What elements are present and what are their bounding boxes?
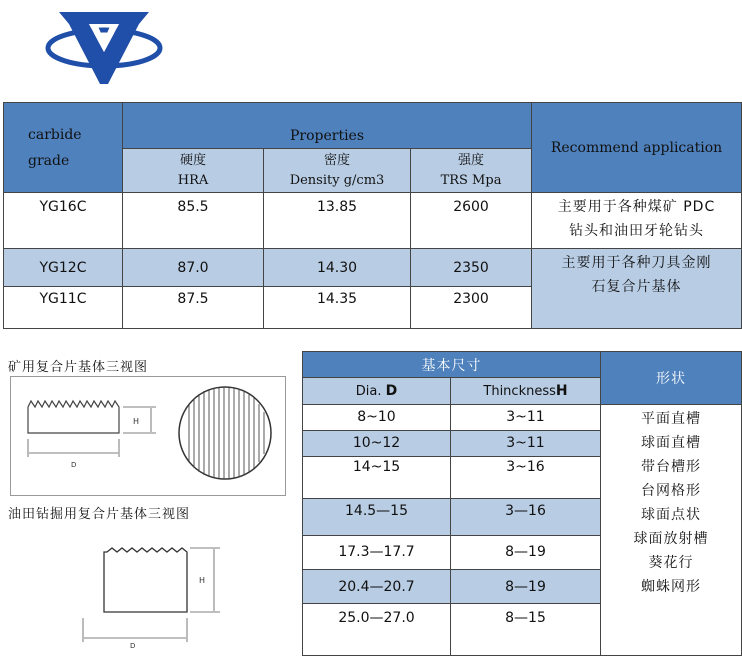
thickness-cell: 3—16 [451,499,601,535]
mining-section-title: 矿用复合片基体三视图 [8,360,149,375]
trs-cell: 2600 [411,193,532,249]
table-row [4,249,742,287]
grade-properties-table [3,102,741,328]
col-header-hardness: 硬度 HRA [123,149,264,193]
hra-cell: 87.5 [123,287,264,329]
oilfield-dim-d-label: D [130,642,136,650]
mining-dim-d-label: D [71,461,77,469]
col-header-strength: 强度 TRS Mpa [411,149,532,193]
dia-cell: 14~15 [303,457,451,499]
dia-cell: 17.3—17.7 [303,535,451,569]
thickness-cell: 3~16 [451,457,601,499]
col-header-application: Recommend application [532,103,742,193]
thickness-cell: 3~11 [451,430,601,456]
thickness-cell: 3~11 [451,404,601,430]
table-row [303,404,742,430]
thickness-cell: 8—19 [451,535,601,569]
mining-dim-h-label: H [133,417,140,426]
col-header-density: 密度 Density g/cm3 [264,149,411,193]
dia-cell: 8~10 [303,404,451,430]
dia-cell: 20.4—20.7 [303,570,451,604]
shape-item: 台网格形 [641,482,701,499]
hra-cell: 87.0 [123,249,264,287]
col-header-thickness: ThincknessH [451,378,601,404]
size-header: 基本尺寸 [303,352,601,378]
grade-cell: YG12C [4,249,123,287]
shape-item: 球面直槽 [641,434,701,451]
shape-item: 带台槽形 [641,458,701,475]
application-cell: 主要用于各种刀具金刚 石复合片基体 [532,249,742,329]
col-header-grade: carbide grade [4,103,123,193]
oilfield-dim-h-label: H [199,576,206,585]
dia-cell: 25.0—27.0 [303,604,451,656]
col-header-properties: Properties [123,103,532,149]
application-cell: 主要用于各种煤矿 PDC 钻头和油田牙轮钻头 [532,193,742,249]
oilfield-three-view-drawing [60,530,230,650]
company-logo [45,12,163,84]
shape-item: 球面放射槽 [633,530,709,547]
shape-item: 平面直槽 [641,410,701,427]
shape-item: 葵花行 [648,554,694,571]
dia-cell: 14.5—15 [303,499,451,535]
grade-cell: YG11C [4,287,123,329]
density-cell: 13.85 [264,193,411,249]
thickness-cell: 8—15 [451,604,601,656]
shape-list [601,404,742,656]
trs-cell: 2350 [411,249,532,287]
col-header-dia: Dia. D [303,378,451,404]
density-cell: 14.30 [264,249,411,287]
table-row [4,193,742,249]
size-shape-table [302,351,741,656]
trs-cell: 2300 [411,287,532,329]
grade-cell: YG16C [4,193,123,249]
dia-cell: 10~12 [303,430,451,456]
hra-cell: 85.5 [123,193,264,249]
mining-three-view-drawing [10,376,286,496]
oilfield-section-title: 油田钻掘用复合片基体三视图 [8,507,191,522]
shape-item: 蜘蛛网形 [641,578,701,595]
shape-item: 球面点状 [641,506,701,523]
density-cell: 14.35 [264,287,411,329]
shape-header: 形状 [601,352,742,405]
thickness-cell: 8—19 [451,570,601,604]
